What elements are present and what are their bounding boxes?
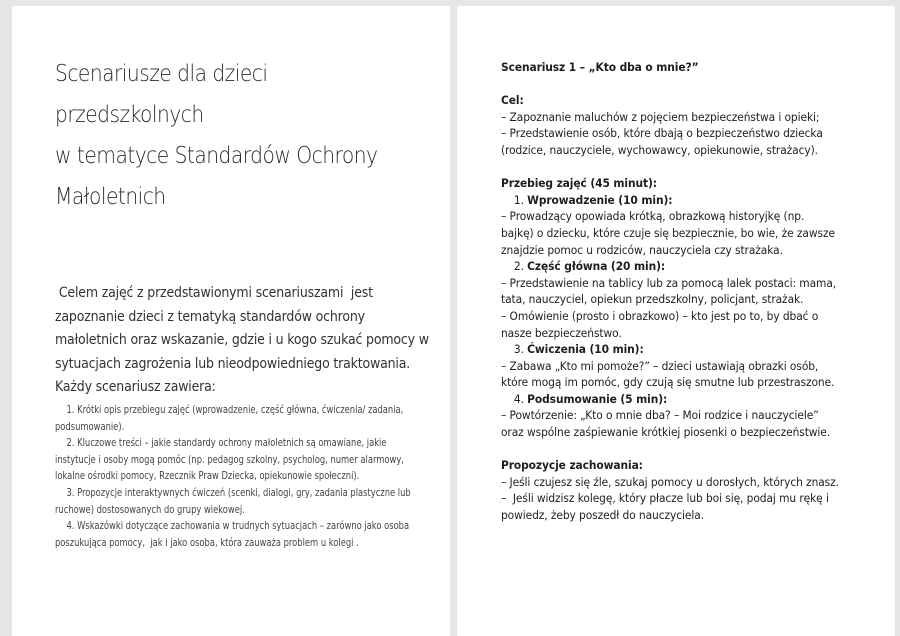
document-page-left	[12, 6, 450, 636]
step-3-heading	[501, 341, 887, 358]
intro-line: Celem zajęć z przedstawionymi scenariuszami jest	[55, 284, 373, 301]
contents-item-2: 2. Kluczowe treści – jakie standardy ochrony małoletnich są omawiane, jakie	[66, 438, 387, 450]
step-line: – Przedstawienie na tablicy lub za pomocą lalek postaci: mama,	[501, 275, 837, 290]
step-number: 4.	[513, 391, 528, 406]
title-line: w tematyce Standardów Ochrony	[55, 143, 378, 169]
behavior-line: – Jeśli widzisz kolegę, który płacze lub boi się, podaj mu rękę i	[501, 491, 829, 506]
step-number: 1.	[513, 192, 528, 207]
intro-line: Każdy scenariusz zawiera:	[55, 378, 216, 395]
contents-item-2-cont: instytucje i osoby mogą pomóc (np. pedagog szkolny, psycholog, numer alarmowy,	[55, 454, 404, 466]
contents-item-3-cont: ruchowe) dostosowanych do grupy wiekowej.	[55, 504, 245, 516]
step-line: bajkę) o dziecku, które czuje się bezpiecznie, bo wie, że zawsze	[501, 225, 835, 240]
goal-line: – Zapoznanie maluchów z pojęciem bezpieczeństwa i opieki;	[501, 109, 820, 124]
step-number: 3.	[513, 342, 528, 357]
step-line: – Omówienie (prosto i obrazkowo) – kto jest po to, by dbać o	[501, 308, 819, 323]
step-title: Część główna (20 min):	[527, 259, 666, 274]
title-line: przedszkolnych	[55, 102, 204, 128]
step-number: 2.	[513, 259, 528, 274]
step-line: znajdzie pomoc u rodziców, nauczyciela czy strażaka.	[501, 242, 783, 257]
intro-line: małoletnich oraz wskazanie, gdzie i u kogo szukać pomocy w	[55, 331, 429, 348]
goal-line: – Przedstawienie osób, które dbają o bezpieczeństwo dziecka	[501, 126, 823, 141]
step-title: Podsumowanie (5 min):	[527, 391, 668, 406]
step-title: Ćwiczenia (10 min):	[527, 342, 644, 357]
step-title: Wprowadzenie (10 min):	[527, 192, 673, 207]
intro-line: zapoznanie dzieci z tematyką standardów ochrony	[55, 307, 365, 325]
course-heading: Przebieg zajęć (45 minut):	[501, 176, 657, 191]
step-line: tata, nauczyciel, opiekun przedszkolny, policjant, strażak.	[501, 292, 804, 307]
goal-heading: Cel:	[501, 93, 524, 108]
behavior-line: – Jeśli czujesz się źle, szukaj pomocy u dorosłych, których znasz.	[501, 474, 839, 489]
step-line: – Zabawa „Kto mi pomoże?” – dzieci ustawiają obrazki osób,	[501, 358, 819, 373]
step-line: nasze bezpieczeństwo.	[501, 325, 622, 340]
contents-item-2-cont: lokalne ośrodki pomocy, Rzecznik Praw Dziecka, opiekunowie społeczni).	[55, 471, 360, 483]
behavior-line: powiedz, żeby poszedł do nauczyciela.	[501, 508, 704, 523]
step-4-heading	[501, 391, 887, 408]
step-line: – Powtórzenie: „Kto o mnie dba? – Moi rodzice i nauczyciele”	[501, 408, 819, 423]
scenario-contents-list	[55, 403, 411, 552]
goal-line: (rodzice, nauczyciele, wychowawcy, opiekunowie, strażacy).	[501, 142, 818, 157]
contents-item-1-cont: podsumowanie).	[55, 421, 125, 433]
contents-item-4: 4. Wskazówki dotyczące zachowania w trudnych sytuacjach – zarówno jako osoba	[66, 521, 410, 533]
document-page-right	[457, 6, 895, 636]
title-line: Scenariusze dla dzieci	[55, 61, 268, 87]
intro-paragraph	[55, 281, 429, 399]
contents-item-3: 3. Propozycje interaktywnych ćwiczeń (scenki, dialogi, gry, zadania plastyczne lub	[66, 487, 411, 499]
contents-item-4-cont: poszukująca pomocy, jak i jako osoba, która zauważa problem u kolegi .	[55, 537, 359, 549]
intro-line: sytuacjach zagrożenia lub nieodpowiedniego traktowania.	[55, 354, 411, 372]
scenario-title: Scenariusz 1 – „Kto dba o mnie?”	[501, 60, 699, 74]
step-line: – Prowadzący opowiada krótką, obrazkową historyjkę (np.	[501, 209, 805, 224]
step-line: oraz wspólne zaśpiewanie krótkiej piosenki o bezpieczeństwie.	[501, 425, 831, 440]
scenario-1	[501, 59, 887, 524]
step-2-heading	[501, 258, 887, 275]
step-1-heading	[501, 192, 887, 209]
document-title	[55, 54, 378, 218]
title-line: Małoletnich	[55, 184, 166, 210]
behavior-heading: Propozycje zachowania:	[501, 458, 643, 473]
step-line: które mogą im pomóc, gdy czują się smutne lub przestraszone.	[501, 375, 835, 390]
contents-item-1: 1. Krótki opis przebiegu zajęć (wprowadzenie, część główna, ćwiczenia/ zadania,	[66, 405, 404, 416]
